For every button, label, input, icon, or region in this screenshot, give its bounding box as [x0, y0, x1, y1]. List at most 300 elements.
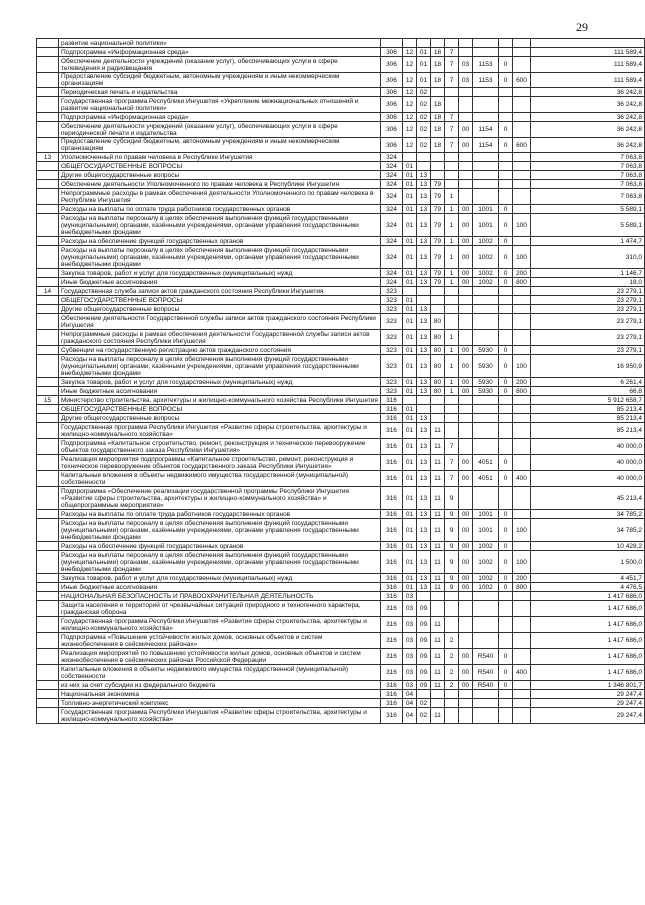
row-name: Расходы на выплаты персоналу в целях обеспечения выполнения функций государственными (муниципальными) органами, казёнными учреждениями, органами управления государственными внебюджетными фондами	[59, 246, 381, 269]
code-subprogram	[445, 97, 459, 113]
code-program	[431, 405, 445, 414]
code-expense-type	[513, 690, 531, 699]
code-subsection: 13	[417, 423, 431, 439]
row-number	[37, 387, 59, 396]
table-row	[37, 214, 645, 237]
code-expense-type	[513, 153, 531, 162]
row-number	[37, 471, 59, 487]
code-subprogram	[445, 88, 459, 97]
row-name: Подпрограмма «Повышение устойчивости жилых домов, основных объектов и систем жизнеобеспечения в сейсмических районах»	[59, 633, 381, 649]
row-amount: 4 476,5	[531, 583, 645, 592]
code-program: 79	[431, 180, 445, 189]
row-number	[37, 414, 59, 423]
row-name: Предоставление субсидий бюджетным, автономным учреждениям и иным некоммерческим организациям	[59, 138, 381, 153]
code-subprogram: 2	[445, 681, 459, 690]
code-ved: 316	[381, 665, 403, 681]
code-direction: 1002	[473, 246, 499, 269]
code-ved: 323	[381, 378, 403, 387]
code-expense-type: 800	[513, 278, 531, 287]
code-subprogram: 1	[445, 378, 459, 387]
row-number	[37, 278, 59, 287]
code-ved: 323	[381, 387, 403, 396]
code-program: 11	[431, 471, 445, 487]
code-expense-type	[513, 48, 531, 57]
code-subsection: 13	[417, 330, 431, 346]
code-extra: 0	[499, 346, 513, 355]
code-program: 18	[431, 73, 445, 88]
row-name: из них за счет субсидии из федерального бюджета	[59, 681, 381, 690]
code-subprogram: 9	[445, 519, 459, 542]
row-name: Непрограммные расходы в рамках обеспечения деятельности Уполномоченного по правам человека в Республике Ингушетия	[59, 189, 381, 205]
row-number	[37, 510, 59, 519]
code-direction	[473, 617, 499, 633]
code-section	[403, 153, 417, 162]
code-expense-type	[513, 346, 531, 355]
code-direction	[473, 88, 499, 97]
code-extra: 0	[499, 574, 513, 583]
code-ved: 316	[381, 414, 403, 423]
code-direction: R540	[473, 649, 499, 665]
code-section: 01	[403, 487, 417, 510]
code-subprogram: 1	[445, 189, 459, 205]
row-amount: 1 346 801,7	[531, 681, 645, 690]
code-expense-type	[513, 487, 531, 510]
code-section: 01	[403, 355, 417, 378]
code-extra	[499, 617, 513, 633]
row-amount: 34 785,2	[531, 510, 645, 519]
code-subprogram	[445, 601, 459, 617]
code-expense-type: 100	[513, 519, 531, 542]
code-direction: R540	[473, 665, 499, 681]
code-subprogram	[445, 414, 459, 423]
code-extra: 0	[499, 649, 513, 665]
row-number	[37, 113, 59, 122]
code-section: 12	[403, 122, 417, 138]
row-number	[37, 189, 59, 205]
code-subsection: 13	[417, 346, 431, 355]
code-subsection: 02	[417, 97, 431, 113]
row-number	[37, 439, 59, 455]
code-program: 11	[431, 649, 445, 665]
row-amount: 23 279,1	[531, 346, 645, 355]
code-section: 01	[403, 162, 417, 171]
code-section: 12	[403, 138, 417, 153]
code-expense-type	[513, 542, 531, 551]
code-direction: 1001	[473, 214, 499, 237]
code-subprogram	[445, 617, 459, 633]
table-row	[37, 665, 645, 681]
code-program: 18	[431, 48, 445, 57]
code-expense-type	[513, 699, 531, 708]
code-subprogram: 1	[445, 387, 459, 396]
code-ved: 324	[381, 171, 403, 180]
row-number	[37, 138, 59, 153]
row-number	[37, 88, 59, 97]
row-name: Обеспечение деятельности Уполномоченного по правам человека в Республике Ингушетия	[59, 180, 381, 189]
code-program: 18	[431, 57, 445, 73]
code-ved: 306	[381, 97, 403, 113]
code-measure	[459, 690, 473, 699]
code-measure	[459, 153, 473, 162]
code-direction	[473, 305, 499, 314]
code-section: 01	[403, 189, 417, 205]
code-extra	[499, 592, 513, 601]
code-program: 11	[431, 551, 445, 574]
code-ved: 324	[381, 269, 403, 278]
row-number	[37, 542, 59, 551]
code-expense-type: 400	[513, 665, 531, 681]
code-expense-type	[513, 171, 531, 180]
code-ved: 306	[381, 138, 403, 153]
code-direction: 1002	[473, 542, 499, 551]
code-expense-type	[513, 189, 531, 205]
row-number	[37, 314, 59, 330]
row-number	[37, 617, 59, 633]
row-name: Расходы на обеспечение функций государственных органов	[59, 542, 381, 551]
code-program	[431, 305, 445, 314]
code-extra: 0	[499, 542, 513, 551]
row-name: Реализация мероприятий по повышению устойчивости жилых домов, основных объектов и систем жизнеобеспечения в сейсмических районах Российской Федерации	[59, 649, 381, 665]
code-ved: 323	[381, 296, 403, 305]
code-subsection: 13	[417, 314, 431, 330]
code-direction	[473, 153, 499, 162]
code-ved: 324	[381, 237, 403, 246]
code-subprogram: 9	[445, 574, 459, 583]
code-direction: 1002	[473, 583, 499, 592]
code-expense-type	[513, 237, 531, 246]
code-direction	[473, 48, 499, 57]
code-extra	[499, 305, 513, 314]
code-extra: 0	[499, 583, 513, 592]
row-amount: 6 261,4	[531, 378, 645, 387]
code-direction: 1153	[473, 57, 499, 73]
row-amount: 7 063,8	[531, 171, 645, 180]
row-amount: 36 242,8	[531, 122, 645, 138]
code-subsection: 13	[417, 214, 431, 237]
code-subsection: 02	[417, 113, 431, 122]
table-row	[37, 97, 645, 113]
row-number	[37, 519, 59, 542]
code-direction	[473, 601, 499, 617]
code-measure	[459, 314, 473, 330]
code-extra	[499, 97, 513, 113]
code-measure: 00	[459, 237, 473, 246]
row-name: развитие национальной политики»	[59, 39, 381, 48]
code-direction	[473, 171, 499, 180]
code-ved: 316	[381, 405, 403, 414]
code-direction: 1001	[473, 519, 499, 542]
code-direction: 1002	[473, 237, 499, 246]
code-extra	[499, 113, 513, 122]
code-subsection: 09	[417, 665, 431, 681]
code-expense-type	[513, 708, 531, 724]
row-amount: 5 912 658,7	[531, 396, 645, 405]
table-row	[37, 73, 645, 88]
code-expense-type	[513, 439, 531, 455]
code-subsection: 13	[417, 189, 431, 205]
row-amount: 36 242,8	[531, 138, 645, 153]
table-row	[37, 592, 645, 601]
code-subprogram: 1	[445, 330, 459, 346]
code-expense-type	[513, 633, 531, 649]
row-name: Национальная экономика	[59, 690, 381, 699]
code-ved: 306	[381, 122, 403, 138]
code-measure	[459, 601, 473, 617]
code-subprogram: 1	[445, 269, 459, 278]
code-direction	[473, 487, 499, 510]
code-direction: 1002	[473, 278, 499, 287]
code-program: 11	[431, 708, 445, 724]
table-row	[37, 633, 645, 649]
code-measure	[459, 296, 473, 305]
row-amount: 29 247,4	[531, 699, 645, 708]
code-extra: 0	[499, 269, 513, 278]
row-name: Иные бюджетные ассигнования	[59, 387, 381, 396]
code-direction: 4051	[473, 471, 499, 487]
row-amount: 10 428,2	[531, 542, 645, 551]
code-ved: 306	[381, 88, 403, 97]
code-section: 01	[403, 214, 417, 237]
row-amount: 40 000,0	[531, 439, 645, 455]
table-row	[37, 699, 645, 708]
code-direction	[473, 162, 499, 171]
code-program	[431, 162, 445, 171]
table-row	[37, 237, 645, 246]
row-number	[37, 583, 59, 592]
code-extra	[499, 88, 513, 97]
row-number: 15	[37, 396, 59, 405]
row-amount: 310,0	[531, 246, 645, 269]
code-subsection: 13	[417, 355, 431, 378]
code-direction	[473, 405, 499, 414]
row-number	[37, 122, 59, 138]
code-expense-type: 200	[513, 378, 531, 387]
table-row	[37, 296, 645, 305]
code-section: 12	[403, 88, 417, 97]
code-program: 79	[431, 237, 445, 246]
code-extra	[499, 405, 513, 414]
code-subprogram: 7	[445, 455, 459, 471]
code-measure: 00	[459, 205, 473, 214]
row-amount: 40 000,0	[531, 455, 645, 471]
code-expense-type: 800	[513, 387, 531, 396]
code-ved: 324	[381, 162, 403, 171]
code-expense-type	[513, 414, 531, 423]
row-name: ОБЩЕГОСУДАРСТВЕННЫЕ ВОПРОСЫ	[59, 162, 381, 171]
table-row	[37, 180, 645, 189]
code-ved: 316	[381, 601, 403, 617]
code-section: 12	[403, 48, 417, 57]
code-direction: 5930	[473, 387, 499, 396]
row-number	[37, 551, 59, 574]
code-section	[403, 39, 417, 48]
code-extra	[499, 153, 513, 162]
code-measure	[459, 592, 473, 601]
code-extra: 0	[499, 471, 513, 487]
code-program	[431, 39, 445, 48]
code-expense-type	[513, 601, 531, 617]
code-subsection: 13	[417, 180, 431, 189]
code-extra	[499, 633, 513, 649]
code-extra: 0	[499, 355, 513, 378]
row-name: Субвенции на государственную регистрацию актов гражданского состояния	[59, 346, 381, 355]
code-subprogram: 2	[445, 633, 459, 649]
code-subsection: 09	[417, 633, 431, 649]
table-row	[37, 189, 645, 205]
code-program: 11	[431, 542, 445, 551]
code-program: 80	[431, 387, 445, 396]
code-direction: 1002	[473, 574, 499, 583]
code-expense-type	[513, 649, 531, 665]
code-measure: 00	[459, 649, 473, 665]
code-subsection: 13	[417, 542, 431, 551]
row-name: Обеспечение деятельности учреждений (оказание услуг), обеспечивающих услуги в сфере телевидения и радиовещания	[59, 57, 381, 73]
code-direction	[473, 314, 499, 330]
code-section: 01	[403, 180, 417, 189]
code-program	[431, 287, 445, 296]
code-expense-type	[513, 396, 531, 405]
code-program: 11	[431, 583, 445, 592]
table-row	[37, 246, 645, 269]
code-section: 03	[403, 649, 417, 665]
code-section: 03	[403, 665, 417, 681]
table-row	[37, 455, 645, 471]
row-amount: 1 500,0	[531, 551, 645, 574]
table-row	[37, 346, 645, 355]
row-name: Расходы на выплаты по оплате труда работников государственных органов	[59, 205, 381, 214]
row-number	[37, 205, 59, 214]
code-subsection: 01	[417, 73, 431, 88]
row-number	[37, 708, 59, 724]
table-row	[37, 487, 645, 510]
table-row	[37, 122, 645, 138]
row-name: Подпрограмма «Капитальное строительство, ремонт, реконструкция и техническое перевооружение объектов государственного заказа Республики Ингушетия»	[59, 439, 381, 455]
code-extra: 0	[499, 237, 513, 246]
row-name: Предоставление субсидий бюджетным, автономным учреждениям и иным некоммерческим организациям	[59, 73, 381, 88]
code-section: 12	[403, 113, 417, 122]
row-number	[37, 296, 59, 305]
code-ved: 323	[381, 287, 403, 296]
code-expense-type: 100	[513, 551, 531, 574]
code-section: 12	[403, 73, 417, 88]
code-measure: 00	[459, 214, 473, 237]
code-ved: 316	[381, 487, 403, 510]
table-row	[37, 278, 645, 287]
code-subprogram: 2	[445, 665, 459, 681]
code-ved: 316	[381, 396, 403, 405]
row-amount: 111 589,4	[531, 48, 645, 57]
code-ved: 316	[381, 519, 403, 542]
table-row	[37, 708, 645, 724]
row-name: Иные бюджетные ассигнования	[59, 583, 381, 592]
code-extra: 0	[499, 510, 513, 519]
row-name: Подпрограмма «Информационная среда»	[59, 48, 381, 57]
code-section: 01	[403, 171, 417, 180]
code-measure: 00	[459, 455, 473, 471]
code-expense-type	[513, 205, 531, 214]
code-expense-type	[513, 617, 531, 633]
code-subsection: 13	[417, 305, 431, 314]
code-program: 11	[431, 510, 445, 519]
code-subsection	[417, 287, 431, 296]
code-section: 01	[403, 314, 417, 330]
code-program: 79	[431, 246, 445, 269]
code-section	[403, 396, 417, 405]
code-program: 18	[431, 97, 445, 113]
row-name: Расходы на выплаты персоналу в целях обеспечения выполнения функций государственными (муниципальными) органами, казёнными учреждениями, органами управления государственными внебюджетными фондами	[59, 355, 381, 378]
code-subsection: 02	[417, 122, 431, 138]
code-extra	[499, 414, 513, 423]
code-subsection: 13	[417, 471, 431, 487]
code-direction	[473, 287, 499, 296]
code-ved: 316	[381, 690, 403, 699]
table-row	[37, 355, 645, 378]
code-ved: 316	[381, 617, 403, 633]
code-subprogram: 9	[445, 551, 459, 574]
row-name: Капитальные вложения в объекты недвижимого имущества государственной (муниципальной) собственности	[59, 665, 381, 681]
code-ved: 316	[381, 708, 403, 724]
code-extra: 0	[499, 378, 513, 387]
table-row	[37, 519, 645, 542]
code-measure	[459, 97, 473, 113]
code-subprogram	[445, 39, 459, 48]
code-extra	[499, 601, 513, 617]
row-number	[37, 73, 59, 88]
table-row	[37, 269, 645, 278]
code-program: 80	[431, 314, 445, 330]
code-program: 11	[431, 519, 445, 542]
row-name: ОБЩЕГОСУДАРСТВЕННЫЕ ВОПРОСЫ	[59, 296, 381, 305]
budget-table-body	[37, 39, 645, 724]
table-row	[37, 423, 645, 439]
row-number	[37, 378, 59, 387]
code-ved: 324	[381, 278, 403, 287]
code-program: 11	[431, 681, 445, 690]
row-name: Топливно-энергетический комплекс	[59, 699, 381, 708]
code-section: 01	[403, 305, 417, 314]
row-number	[37, 423, 59, 439]
table-row	[37, 162, 645, 171]
code-program: 11	[431, 665, 445, 681]
code-measure: 00	[459, 542, 473, 551]
code-direction: 5930	[473, 355, 499, 378]
row-amount: 5 589,1	[531, 214, 645, 237]
code-extra: 0	[499, 551, 513, 574]
code-subprogram	[445, 592, 459, 601]
code-expense-type	[513, 405, 531, 414]
code-measure	[459, 189, 473, 205]
row-number	[37, 162, 59, 171]
row-amount: 5 589,1	[531, 205, 645, 214]
code-ved: 324	[381, 205, 403, 214]
code-ved: 316	[381, 542, 403, 551]
row-amount: 111 589,4	[531, 73, 645, 88]
code-program	[431, 414, 445, 423]
code-section: 01	[403, 414, 417, 423]
row-amount: 7 063,8	[531, 180, 645, 189]
code-section: 12	[403, 57, 417, 73]
code-subsection: 13	[417, 171, 431, 180]
code-ved: 323	[381, 330, 403, 346]
code-measure	[459, 171, 473, 180]
row-number	[37, 355, 59, 378]
code-program: 79	[431, 269, 445, 278]
code-measure	[459, 113, 473, 122]
row-amount: 85 213,4	[531, 405, 645, 414]
page-number: 29	[576, 20, 588, 34]
row-number	[37, 487, 59, 510]
row-name: Расходы на обеспечение функций государственных органов	[59, 237, 381, 246]
